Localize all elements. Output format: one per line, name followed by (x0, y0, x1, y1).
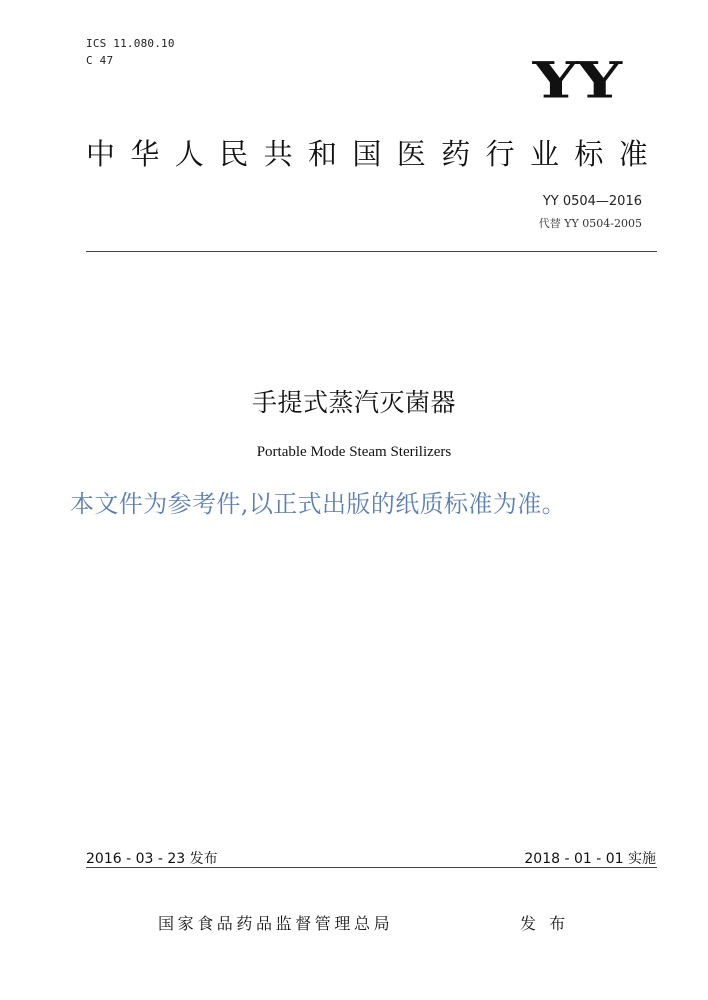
document-title-zh: 手提式蒸汽灭菌器 (251, 388, 456, 417)
publish-label: 发 布 (520, 914, 570, 933)
yy-logo: YY (532, 51, 620, 110)
issuing-authority: 国家食品药品监督管理总局 (158, 914, 394, 933)
classification-code: C 47 (86, 54, 114, 67)
standard-number: YY 0504—2016 (542, 194, 642, 209)
replaces-note: 代替 YY 0504-2005 (538, 217, 642, 230)
ics-code: ICS 11.080.10 (86, 37, 175, 50)
document-title-en: Portable Mode Steam Sterilizers (256, 444, 452, 460)
publish-date: 2016 - 03 - 23 发布 (86, 851, 218, 867)
standard-category-title: 中华人民共和国医药行业标准 (86, 137, 664, 171)
header-divider (86, 251, 657, 252)
effective-date: 2018 - 01 - 01 实施 (524, 851, 656, 867)
reference-watermark: 本文件为参考件,以正式出版的纸质标准为准。 (70, 490, 567, 518)
footer-divider (86, 867, 657, 868)
